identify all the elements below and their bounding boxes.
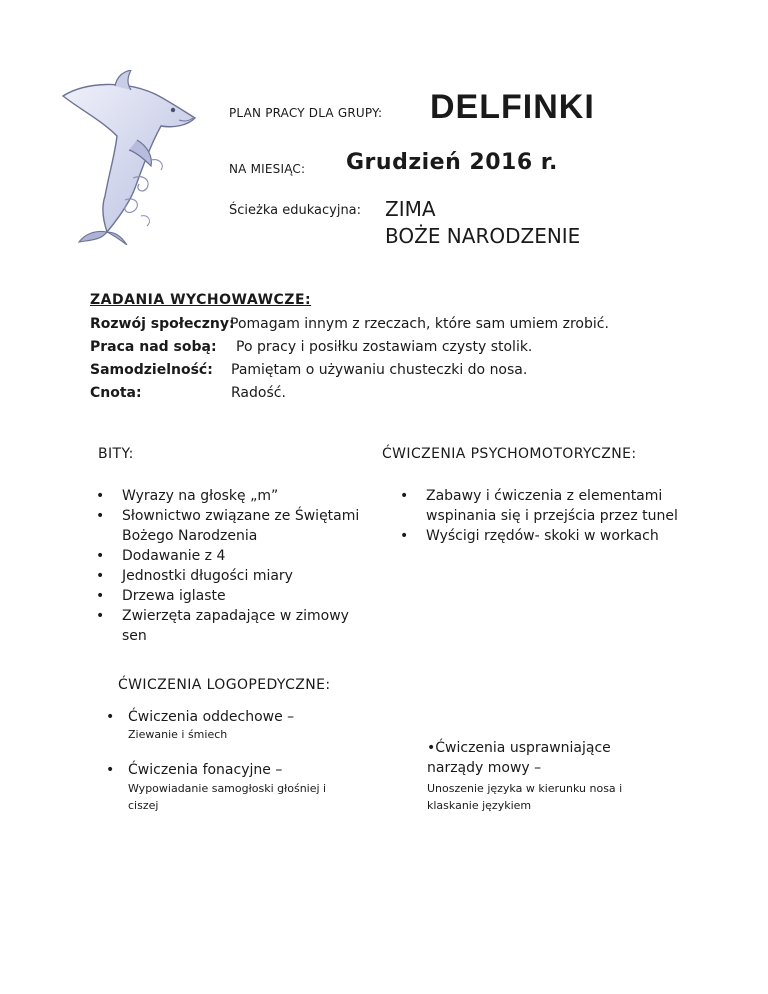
- list-item: • Słownictwo związane ze Świętami Bożego Narodzenia: [88, 506, 378, 546]
- bity-title: BITY:: [98, 446, 134, 462]
- logo-right-title: •Ćwiczenia usprawniające narządy mowy –: [427, 740, 611, 776]
- task-value: Radość.: [231, 385, 286, 401]
- task-value: Po pracy i posiłku zostawiam czysty stolik.: [236, 339, 533, 355]
- tasks-title: ZADANIA WYCHOWAWCZE:: [90, 292, 312, 308]
- logo-item-desc: Wypowiadanie samogłoski głośniej i ciszej: [128, 782, 327, 812]
- logo-item-title: Ćwiczenia fonacyjne –: [128, 762, 283, 778]
- psycho-title: ĆWICZENIA PSYCHOMOTORYCZNE:: [382, 446, 637, 462]
- task-value: Pamiętam o używaniu chusteczki do nosa.: [231, 362, 528, 378]
- list-item: • Drzewa iglaste: [88, 586, 378, 606]
- list-item: • Jednostki długości miary: [88, 566, 378, 586]
- psycho-list: [392, 486, 682, 546]
- task-value: Pomagam innym z rzeczach, które sam umiem zrobić.: [230, 316, 609, 332]
- bullet-icon: •: [106, 709, 115, 725]
- bullet-icon: •: [106, 762, 115, 778]
- dolphin-illustration: [55, 70, 205, 245]
- topic-zima: ZIMA: [385, 197, 436, 221]
- topic-boze-narodzenie: BOŻE NARODZENIE: [385, 224, 581, 248]
- bity-list: [88, 486, 378, 646]
- task-label: Samodzielność:: [90, 362, 213, 378]
- logo-item: [106, 709, 295, 725]
- plan-label: PLAN PRACY DLA GRUPY:: [229, 106, 383, 120]
- group-name: DELFINKI: [430, 88, 595, 126]
- task-label: Cnota:: [90, 385, 142, 401]
- list-item: • Wyrazy na głoskę „m”: [88, 486, 378, 506]
- logo-item-title: Ćwiczenia oddechowe –: [128, 709, 295, 725]
- list-item: • Zwierzęta zapadające w zimowy sen: [88, 606, 378, 646]
- task-label: Praca nad sobą:: [90, 339, 217, 355]
- list-item: • Zabawy i ćwiczenia z elementami wspinania się i przejścia przez tunel: [392, 486, 682, 526]
- month-label: NA MIESIĄC:: [229, 162, 306, 176]
- logo-item-desc: Ziewanie i śmiech: [128, 728, 228, 741]
- list-item: • Dodawanie z 4: [88, 546, 378, 566]
- month-value: Grudzień 2016 r.: [346, 150, 558, 175]
- task-label: Rozwój społeczny:: [90, 316, 235, 332]
- logo-right-desc: Unoszenie języka w kierunku nosa i klaskanie językiem: [427, 782, 623, 812]
- path-label: Ścieżka edukacyjna:: [229, 203, 362, 218]
- logo-title: ĆWICZENIA LOGOPEDYCZNE:: [118, 677, 331, 693]
- logo-item: [106, 762, 283, 778]
- list-item: • Wyścigi rzędów- skoki w workach: [392, 526, 682, 546]
